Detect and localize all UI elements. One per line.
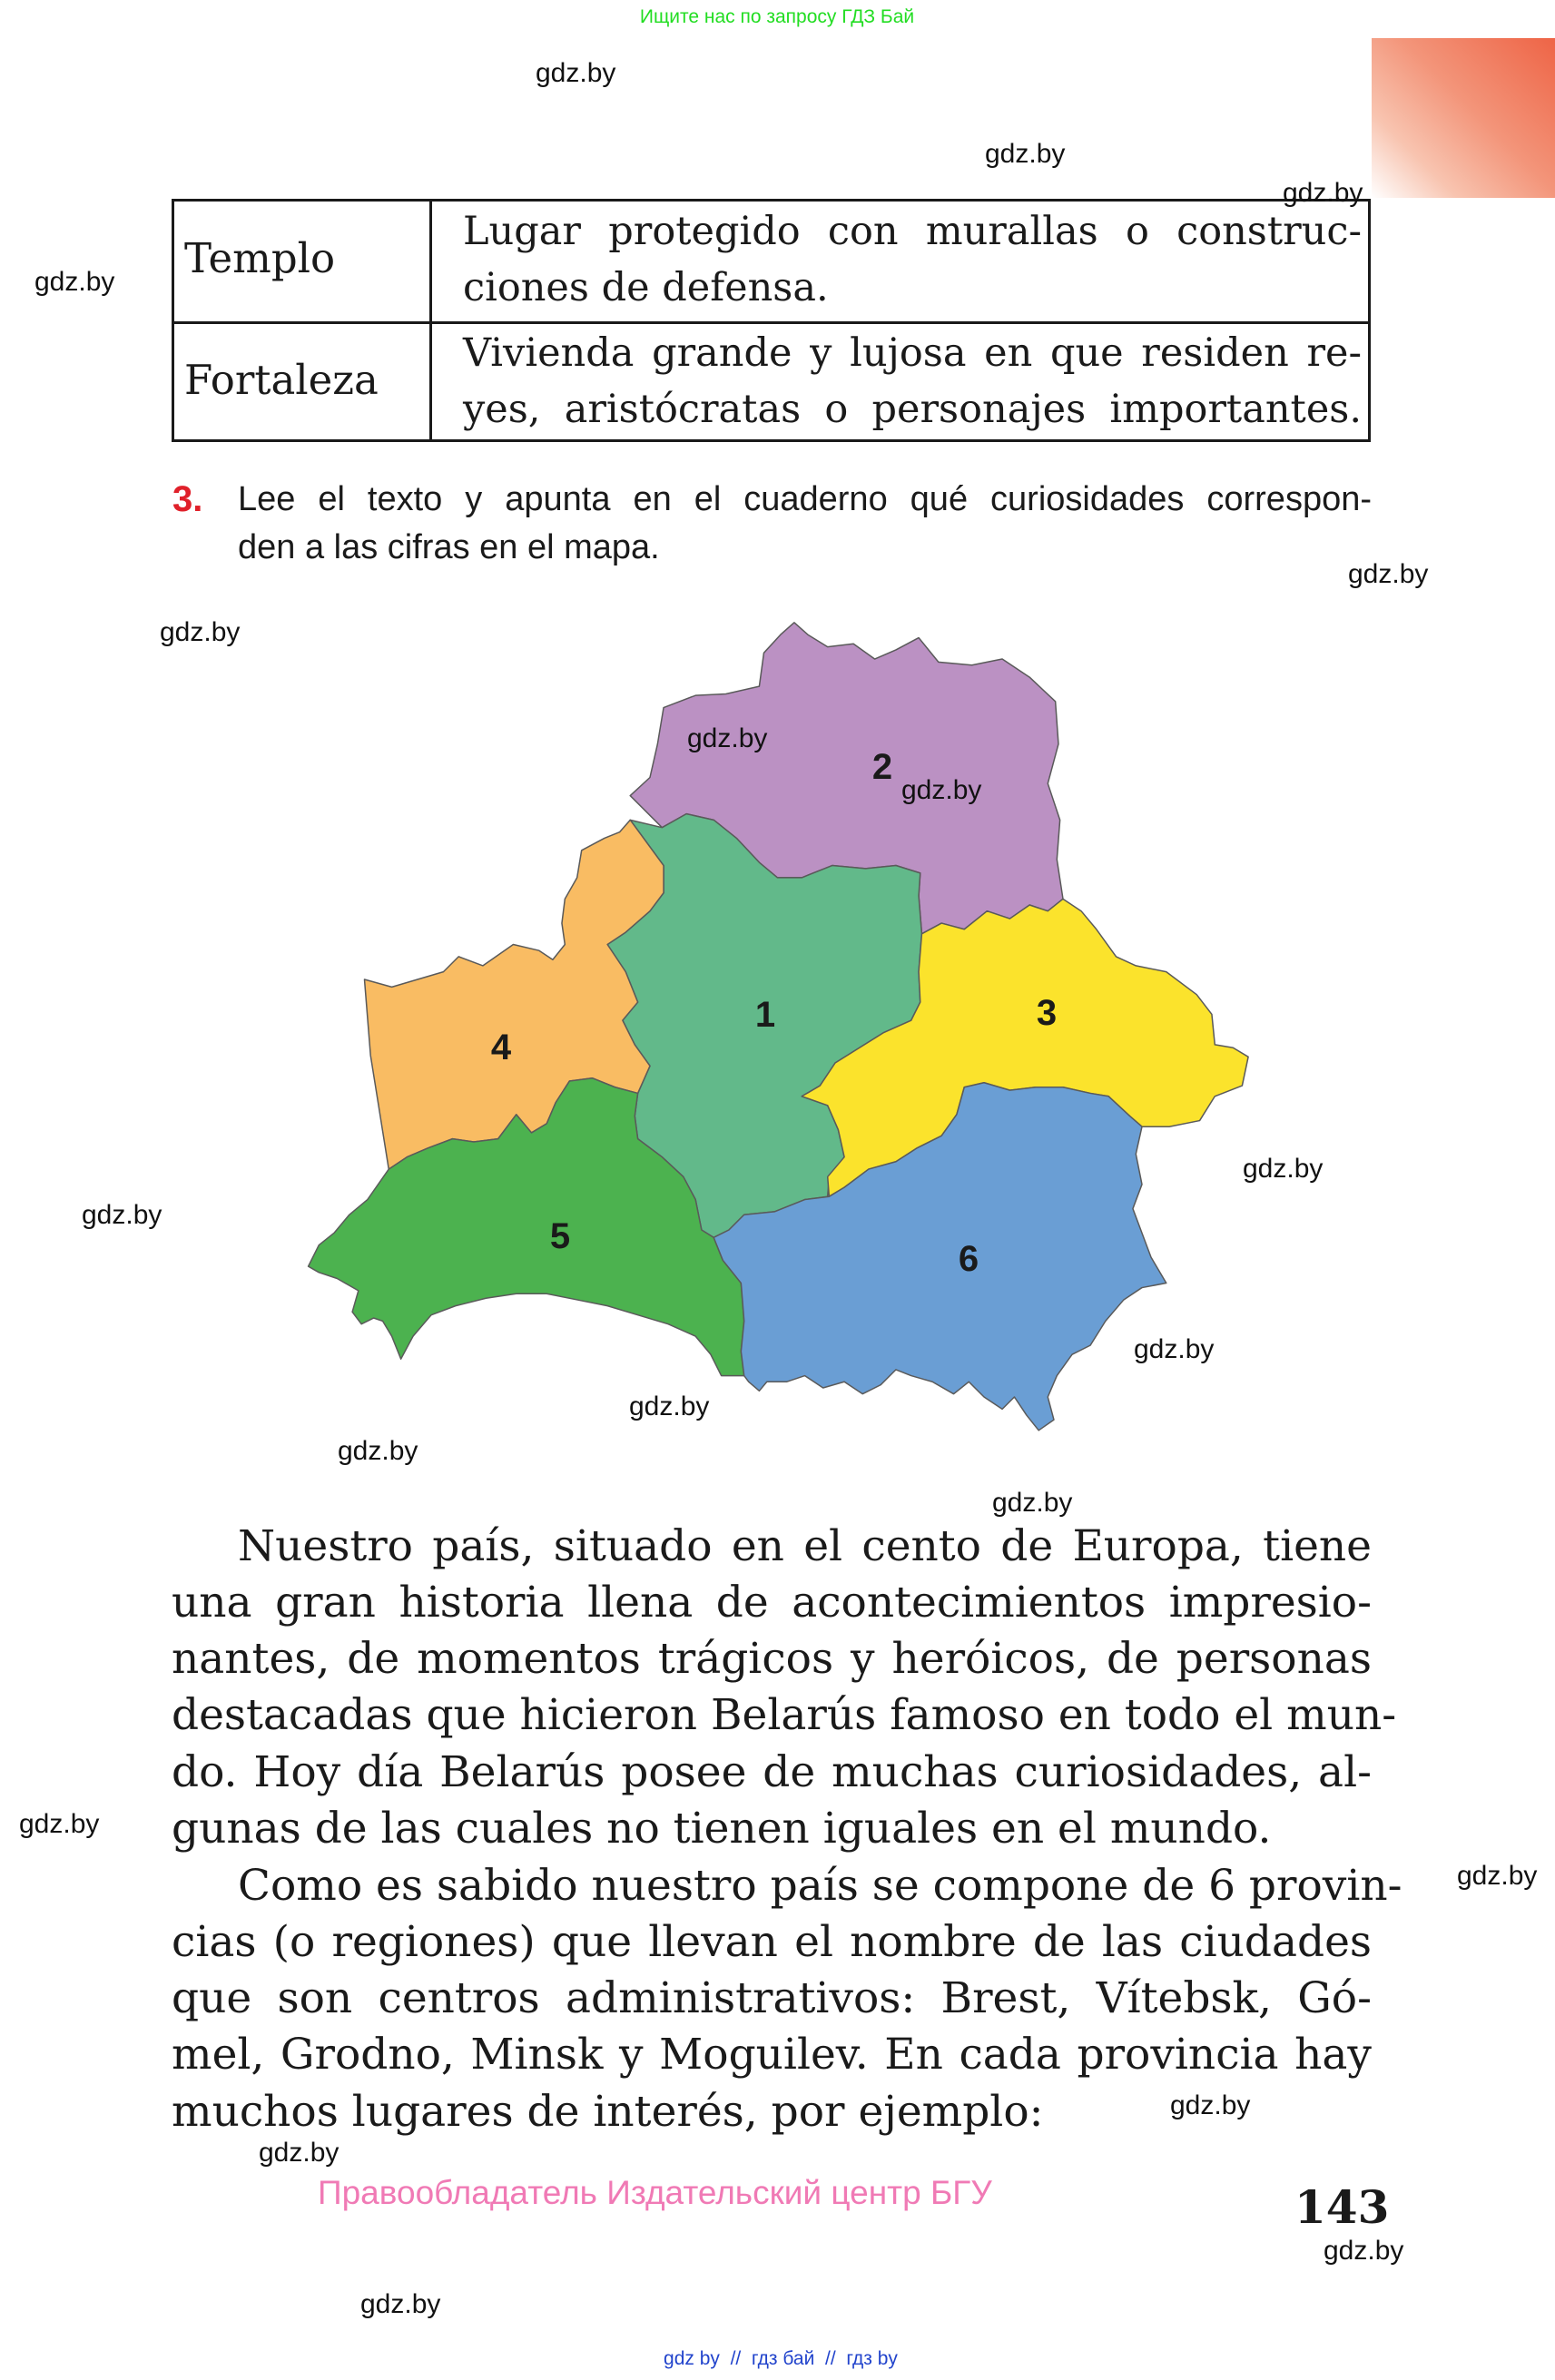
watermark: gdz.by	[1457, 1861, 1538, 1891]
paragraph-2-line: que son centros administrativos: Brest, Vítebsk, Gó-	[172, 1973, 1372, 2023]
term-fortaleza: Fortaleza	[184, 356, 379, 404]
paragraph-1-line: destacadas que hicieron Belarús famoso en todo el mun-	[172, 1690, 1397, 1740]
map-label-5: 5	[549, 1216, 571, 1256]
watermark: gdz.by	[992, 1488, 1073, 1518]
site-links[interactable]: gdz by // гдз бай // гдз by	[664, 2348, 898, 2369]
watermark: gdz.by	[536, 58, 616, 88]
page-number: 143	[1294, 2180, 1390, 2234]
paragraph-2-line: Como es sabido nuestro país se compone de 6 provin-	[238, 1861, 1402, 1911]
watermark: gdz.by	[629, 1392, 710, 1421]
paragraph-1-line: nantes, de momentos trágicos y heróicos, de personas	[172, 1634, 1372, 1684]
paragraph-1-line: gunas de las cuales no tienen iguales en el mundo.	[172, 1804, 1272, 1854]
exercise-instruction-line: Lee el texto y apunta en el cuaderno qué curiosidades correspon-	[238, 480, 1372, 518]
map-label-3: 3	[1036, 993, 1058, 1033]
term-templo: Templo	[184, 234, 336, 282]
watermark: gdz.by	[259, 2138, 340, 2168]
watermark: gdz.by	[1324, 2236, 1404, 2266]
watermark: gdz.by	[1170, 2090, 1251, 2120]
paragraph-1-line: una gran historia llena de acontecimientos impresio-	[172, 1578, 1372, 1628]
definition-line: yes, aristócratas o personajes importantes.	[463, 387, 1362, 432]
watermark: gdz.by	[360, 2289, 441, 2319]
map-label-2: 2	[871, 747, 893, 787]
definition-line: ciones de defensa.	[463, 265, 829, 310]
watermark: gdz.by	[160, 617, 241, 647]
exercise-number: 3.	[172, 479, 203, 519]
watermark: gdz.by	[1348, 559, 1429, 589]
watermark: gdz.by	[687, 723, 768, 753]
definition-line: Lugar protegido con murallas o construc-	[463, 209, 1362, 254]
paragraph-2-line: cias (o regiones) que llevan el nombre de las ciudades	[172, 1917, 1372, 1967]
exercise-instruction-line: den a las cifras en el mapa.	[238, 528, 660, 566]
paragraph-1-line: do. Hoy día Belarús posee de muchas curiosidades, al-	[172, 1747, 1372, 1797]
watermark: gdz.by	[985, 139, 1066, 169]
map-label-6: 6	[958, 1239, 979, 1279]
watermark: gdz.by	[1134, 1334, 1215, 1364]
watermark: gdz.by	[82, 1200, 162, 1230]
watermark: gdz.by	[34, 267, 115, 297]
search-hint-banner: Ищите нас по запросу ГДЗ Бай	[639, 6, 915, 27]
watermark: gdz.by	[1283, 178, 1363, 208]
paragraph-2-line: mel, Grodno, Minsk y Moguilev. En cada provincia hay	[172, 2030, 1372, 2080]
definition-line: Vivienda grande y lujosa en que residen re-	[463, 330, 1362, 376]
map-label-4: 4	[490, 1028, 512, 1067]
watermark: gdz.by	[901, 775, 982, 805]
watermark: gdz.by	[19, 1809, 100, 1839]
watermark: gdz.by	[1243, 1154, 1324, 1184]
paragraph-2-line: muchos lugares de interés, por ejemplo:	[172, 2087, 1044, 2137]
map-label-1: 1	[754, 995, 776, 1035]
rights-holder-notice: Правообладатель Издательский центр БГУ	[318, 2174, 992, 2211]
watermark: gdz.by	[338, 1436, 418, 1466]
paragraph-1-line: Nuestro país, situado en el cento de Europa, tiene	[238, 1521, 1372, 1571]
